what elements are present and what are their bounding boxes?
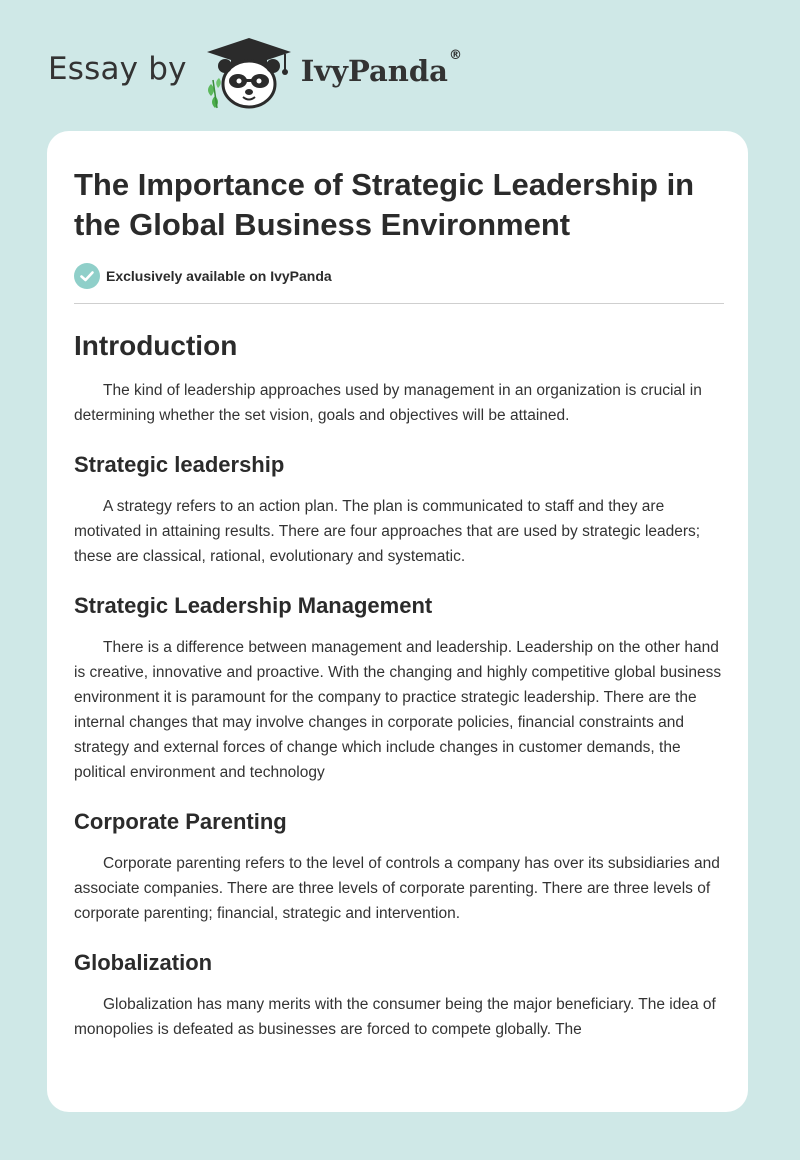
section-text-corporate-parenting: Corporate parenting refers to the level of controls a company has over its subsidiaries and associate companies. There are three levels of corporate parenting. There are three levels of corporate parenting; financial, strategic and intervention.	[74, 855, 720, 922]
essay-content	[74, 165, 724, 1042]
ivypanda-logo[interactable]	[201, 34, 462, 110]
exclusive-badge	[74, 263, 724, 289]
section-text-strategic-leadership: A strategy refers to an action plan. The plan is communicated to staff and they are motivated in attaining results. There are four approaches that are used by strategic leaders; these are classical, rational, evolutionary and systematic.	[74, 498, 701, 565]
brand-name: IvyPanda®	[300, 48, 462, 88]
check-circle-icon	[74, 263, 100, 289]
section-text-globalization: Globalization has many merits with the consumer being the major beneficiary. The idea of monopolies is defeated as businesses are forced to compete globally. The	[74, 996, 716, 1038]
site-header	[48, 34, 462, 110]
essay-card	[47, 131, 748, 1112]
panda-graduate-logo-icon	[201, 34, 297, 110]
section-heading-strategic-leadership: Strategic leadership	[74, 452, 285, 477]
title-divider	[74, 303, 724, 304]
section-text-strategic-leadership-management: There is a difference between management and leadership. Leadership on the other hand is creative, innovative and proactive. With the changing and highly competitive global business environment it is paramount for the company to practice strategic leadership. There are the internal changes that may involve changes in corporate policies, financial constraints and strategy and external forces of change which include changes in customer demands, the political environment and technology	[74, 639, 722, 781]
essay-title: The Importance of Strategic Leadership in the Global Business Environment	[74, 167, 695, 242]
section-heading-corporate-parenting: Corporate Parenting	[74, 809, 287, 834]
essay-by-label: Essay by	[48, 51, 187, 87]
registered-mark: ®	[448, 48, 462, 63]
section-text-introduction: The kind of leadership approaches used by management in an organization is crucial in determining whether the set vision, goals and objectives will be attained.	[74, 382, 702, 424]
exclusive-badge-label: Exclusively available on IvyPanda	[106, 268, 332, 284]
section-heading-introduction: Introduction	[74, 330, 238, 361]
section-heading-strategic-leadership-management: Strategic Leadership Management	[74, 593, 433, 618]
section-heading-globalization: Globalization	[74, 950, 213, 975]
